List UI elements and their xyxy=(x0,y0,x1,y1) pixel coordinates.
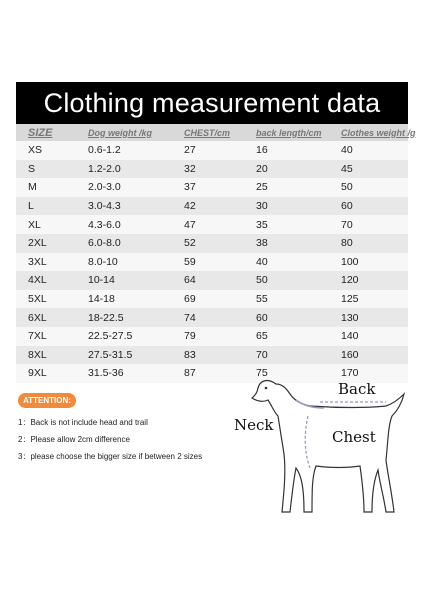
neck-label: Neck xyxy=(234,416,274,434)
table-row xyxy=(16,327,408,346)
table-cell: 35 xyxy=(256,218,268,231)
table-cell: 69 xyxy=(184,293,196,306)
table-cell: 140 xyxy=(341,330,359,343)
table-cell: 6.0-8.0 xyxy=(88,237,121,250)
table-cell: 70 xyxy=(341,218,353,231)
table-cell: 32 xyxy=(184,162,196,175)
table-cell: 7XL xyxy=(28,330,47,343)
table-row xyxy=(16,290,408,309)
table-cell: 20 xyxy=(256,162,268,175)
table-cell: 170 xyxy=(341,367,359,380)
table-cell: 40 xyxy=(256,255,268,268)
header-clothes-weight: Clothes weight /g xyxy=(341,124,408,141)
header-dog-weight: Dog weight /kg xyxy=(88,124,184,141)
table-cell: 65 xyxy=(256,330,268,343)
dog-outline xyxy=(252,381,404,512)
table-cell: 40 xyxy=(341,144,353,157)
table-cell: 27 xyxy=(184,144,196,157)
table-cell: 3.0-4.3 xyxy=(88,200,121,213)
table-cell: 38 xyxy=(256,237,268,250)
table-cell: 37 xyxy=(184,181,196,194)
table-cell: 2XL xyxy=(28,237,47,250)
table-cell: 30 xyxy=(256,200,268,213)
table-cell: 75 xyxy=(256,367,268,380)
table-cell: 60 xyxy=(256,311,268,324)
header-back-length: back length/cm xyxy=(256,124,341,141)
table-row xyxy=(16,308,408,327)
table-cell: 45 xyxy=(341,162,353,175)
table-cell: 55 xyxy=(256,293,268,306)
table-cell: 4XL xyxy=(28,274,47,287)
table-cell: 79 xyxy=(184,330,196,343)
table-row xyxy=(16,253,408,272)
table-row xyxy=(16,346,408,365)
note-item: 3：please choose the bigger size if between 2 sizes xyxy=(18,452,203,461)
table-cell: 2.0-3.0 xyxy=(88,181,121,194)
table-cell: XS xyxy=(28,144,43,157)
chest-measure-line xyxy=(305,416,310,468)
notes-list xyxy=(18,414,202,465)
table-cell: 120 xyxy=(341,274,359,287)
table-header-row xyxy=(16,124,408,141)
back-label: Back xyxy=(338,380,376,398)
table-cell: 42 xyxy=(184,200,196,213)
table-cell: 160 xyxy=(341,348,359,361)
table-cell: 125 xyxy=(341,293,359,306)
table-cell: 31.5-36 xyxy=(88,367,124,380)
header-size: SIZE xyxy=(16,124,88,141)
table-cell: 80 xyxy=(341,237,353,250)
table-cell: 50 xyxy=(256,274,268,287)
table-cell: L xyxy=(28,200,34,213)
table-row xyxy=(16,141,408,160)
table-cell: 60 xyxy=(341,200,353,213)
table-cell: 130 xyxy=(341,311,359,324)
title-banner xyxy=(16,82,408,124)
table-cell: 22.5-27.5 xyxy=(88,330,133,343)
table-cell: 3XL xyxy=(28,255,47,268)
table-cell: 52 xyxy=(184,237,196,250)
table-cell: S xyxy=(28,162,36,175)
note-item: 2：Please allow 2cm difference xyxy=(18,435,130,444)
table-cell: 100 xyxy=(341,255,359,268)
table-cell: 6XL xyxy=(28,311,47,324)
table-cell: 59 xyxy=(184,255,196,268)
table-cell: 10-14 xyxy=(88,274,115,287)
table-cell: 14-18 xyxy=(88,293,115,306)
table-row xyxy=(16,178,408,197)
table-cell: 8XL xyxy=(28,348,47,361)
table-cell: 70 xyxy=(256,348,268,361)
table-cell: M xyxy=(28,181,37,194)
table-cell: 1.2-2.0 xyxy=(88,162,121,175)
header-chest: CHEST/cm xyxy=(184,124,256,141)
table-cell: 18-22.5 xyxy=(88,311,124,324)
dog-silhouette-icon xyxy=(238,372,418,532)
note-item: 1：Back is not include head and trail xyxy=(18,418,148,427)
chest-label: Chest xyxy=(332,428,376,446)
table-row xyxy=(16,271,408,290)
attention-label: ATTENTION: xyxy=(23,396,71,405)
table-cell: 47 xyxy=(184,218,196,231)
page-title: Clothing measurement data xyxy=(43,88,381,118)
table-cell: 74 xyxy=(184,311,196,324)
table-cell: 5XL xyxy=(28,293,47,306)
table-row xyxy=(16,215,408,234)
table-row xyxy=(16,234,408,253)
size-chart-table xyxy=(16,124,416,383)
table-row xyxy=(16,197,408,216)
table-cell: 50 xyxy=(341,181,353,194)
attention-badge xyxy=(18,393,76,408)
table-cell: 64 xyxy=(184,274,196,287)
dog-measurement-diagram xyxy=(234,372,418,532)
table-cell: 8.0-10 xyxy=(88,255,118,268)
dog-eye-icon xyxy=(265,387,268,390)
table-cell: 27.5-31.5 xyxy=(88,348,133,361)
table-cell: 87 xyxy=(184,367,196,380)
table-cell: 83 xyxy=(184,348,196,361)
table-row xyxy=(16,160,408,179)
table-cell: 0.6-1.2 xyxy=(88,144,121,157)
table-cell: 9XL xyxy=(28,367,47,380)
table-cell: XL xyxy=(28,218,41,231)
table-cell: 4.3-6.0 xyxy=(88,218,121,231)
table-cell: 16 xyxy=(256,144,268,157)
table-cell: 25 xyxy=(256,181,268,194)
